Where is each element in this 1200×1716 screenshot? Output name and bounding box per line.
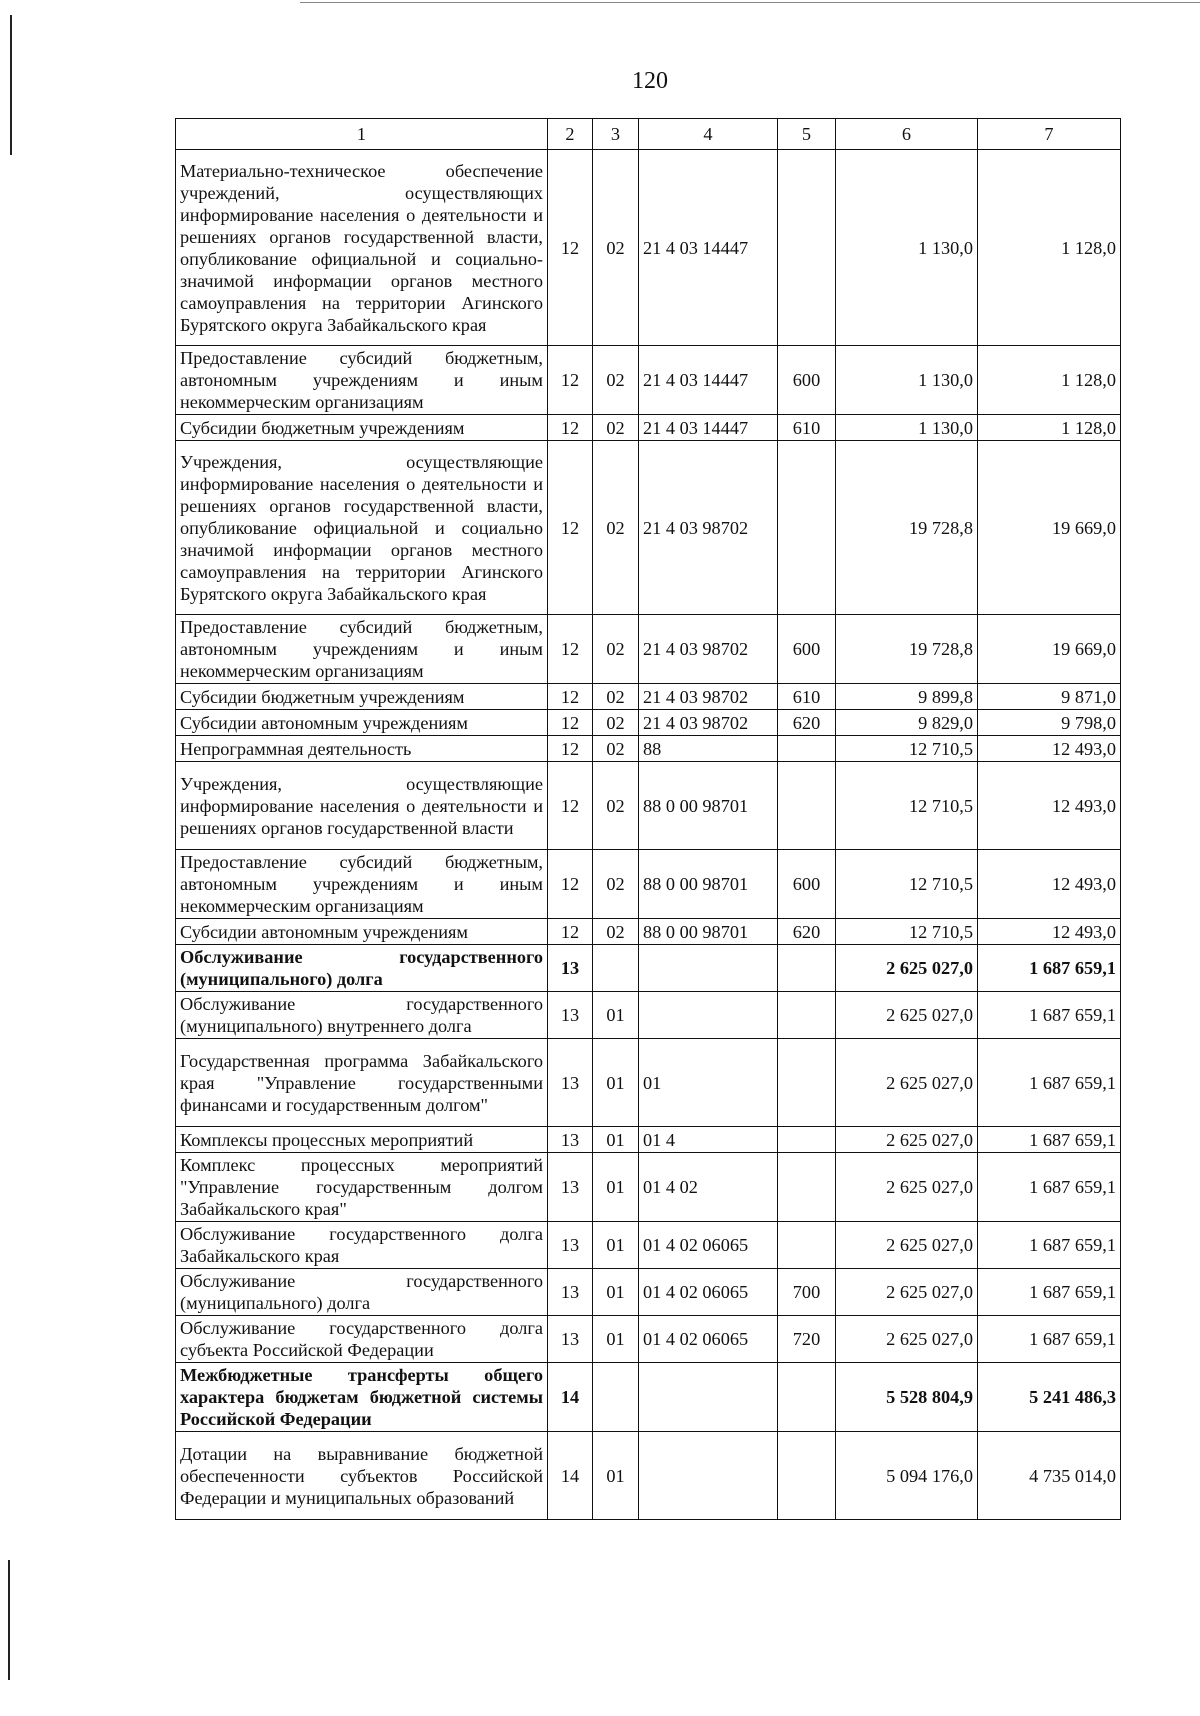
- amount-year-1: 12 710,5: [836, 762, 978, 850]
- table-row: [176, 1363, 1121, 1432]
- row-description: Межбюджетные трансферты общего характера бюджетам бюджетной системы Российской Федерации: [176, 1363, 548, 1432]
- amount-year-2: 1 687 659,1: [978, 1153, 1121, 1222]
- table-row: [176, 615, 1121, 684]
- row-description: Субсидии автономным учреждениям: [176, 919, 548, 945]
- amount-year-2: 1 687 659,1: [978, 1222, 1121, 1269]
- amount-year-2: 12 493,0: [978, 919, 1121, 945]
- table-row: [176, 850, 1121, 919]
- subsection-code: 01: [593, 1316, 639, 1363]
- expense-type-code: [778, 1432, 836, 1520]
- amount-year-2: 9 798,0: [978, 710, 1121, 736]
- budget-table-container: [175, 118, 1120, 1520]
- row-description: Государственная программа Забайкальского края "Управление государственными финансами и государственным долгом": [176, 1039, 548, 1127]
- target-article-code: 01 4 02: [639, 1153, 778, 1222]
- amount-year-2: 19 669,0: [978, 615, 1121, 684]
- amount-year-1: 5 094 176,0: [836, 1432, 978, 1520]
- column-header: 5: [778, 119, 836, 150]
- target-article-code: [639, 1432, 778, 1520]
- section-code: 13: [548, 992, 593, 1039]
- target-article-code: 88 0 00 98701: [639, 850, 778, 919]
- row-description: Непрограммная деятельность: [176, 736, 548, 762]
- table-row: [176, 736, 1121, 762]
- section-code: 13: [548, 1153, 593, 1222]
- subsection-code: [593, 1363, 639, 1432]
- section-code: 12: [548, 919, 593, 945]
- column-header: 7: [978, 119, 1121, 150]
- column-header: 2: [548, 119, 593, 150]
- section-code: 12: [548, 346, 593, 415]
- amount-year-1: 2 625 027,0: [836, 1269, 978, 1316]
- section-code: 13: [548, 1222, 593, 1269]
- section-code: 12: [548, 736, 593, 762]
- row-description: Комплексы процессных мероприятий: [176, 1127, 548, 1153]
- expense-type-code: [778, 1127, 836, 1153]
- table-row: [176, 684, 1121, 710]
- table-row: [176, 945, 1121, 992]
- row-description: Учреждения, осуществляющие информирование населения о деятельности и решениях органов государственной власти: [176, 762, 548, 850]
- amount-year-1: 2 625 027,0: [836, 1222, 978, 1269]
- row-description: Комплекс процессных мероприятий "Управление государственным долгом Забайкальского края": [176, 1153, 548, 1222]
- table-row: [176, 441, 1121, 615]
- section-code: 13: [548, 945, 593, 992]
- amount-year-2: 19 669,0: [978, 441, 1121, 615]
- target-article-code: 21 4 03 98702: [639, 615, 778, 684]
- amount-year-2: 1 128,0: [978, 150, 1121, 346]
- amount-year-1: 12 710,5: [836, 850, 978, 919]
- row-description: Субсидии автономным учреждениям: [176, 710, 548, 736]
- subsection-code: 01: [593, 1269, 639, 1316]
- target-article-code: 01 4 02 06065: [639, 1269, 778, 1316]
- column-header: 3: [593, 119, 639, 150]
- amount-year-2: 1 687 659,1: [978, 1039, 1121, 1127]
- table-row: [176, 762, 1121, 850]
- amount-year-1: 19 728,8: [836, 441, 978, 615]
- row-description: Предоставление субсидий бюджетным, автономным учреждениям и иным некоммерческим организациям: [176, 850, 548, 919]
- subsection-code: 02: [593, 346, 639, 415]
- expense-type-code: [778, 1153, 836, 1222]
- target-article-code: 21 4 03 98702: [639, 684, 778, 710]
- subsection-code: 02: [593, 919, 639, 945]
- amount-year-1: 9 899,8: [836, 684, 978, 710]
- expense-type-code: 620: [778, 710, 836, 736]
- page-number: 120: [632, 68, 668, 94]
- expense-type-code: [778, 441, 836, 615]
- table-row: [176, 150, 1121, 346]
- target-article-code: [639, 992, 778, 1039]
- section-code: 12: [548, 150, 593, 346]
- target-article-code: 01 4 02 06065: [639, 1222, 778, 1269]
- target-article-code: [639, 1363, 778, 1432]
- amount-year-1: 19 728,8: [836, 615, 978, 684]
- expense-type-code: 600: [778, 850, 836, 919]
- subsection-code: 01: [593, 1432, 639, 1520]
- section-code: 13: [548, 1316, 593, 1363]
- amount-year-2: 9 871,0: [978, 684, 1121, 710]
- row-description: Дотации на выравнивание бюджетной обеспеченности субъектов Российской Федерации и муниципальных образований: [176, 1432, 548, 1520]
- amount-year-2: 1 687 659,1: [978, 945, 1121, 992]
- amount-year-2: 1 687 659,1: [978, 1269, 1121, 1316]
- amount-year-2: 4 735 014,0: [978, 1432, 1121, 1520]
- amount-year-1: 12 710,5: [836, 736, 978, 762]
- table-row: [176, 710, 1121, 736]
- table-header-row: [176, 119, 1121, 150]
- section-code: 14: [548, 1363, 593, 1432]
- subsection-code: 01: [593, 1153, 639, 1222]
- amount-year-1: 2 625 027,0: [836, 1127, 978, 1153]
- column-header: 4: [639, 119, 778, 150]
- section-code: 13: [548, 1269, 593, 1316]
- expense-type-code: [778, 992, 836, 1039]
- section-code: 12: [548, 615, 593, 684]
- target-article-code: 21 4 03 14447: [639, 150, 778, 346]
- section-code: 12: [548, 710, 593, 736]
- expense-type-code: [778, 150, 836, 346]
- row-description: Обслуживание государственного (муниципального) долга: [176, 1269, 548, 1316]
- amount-year-1: 2 625 027,0: [836, 992, 978, 1039]
- row-description: Предоставление субсидий бюджетным, автономным учреждениям и иным некоммерческим организациям: [176, 346, 548, 415]
- target-article-code: 21 4 03 14447: [639, 415, 778, 441]
- column-header: 1: [176, 119, 548, 150]
- section-code: 13: [548, 1039, 593, 1127]
- amount-year-2: 1 687 659,1: [978, 992, 1121, 1039]
- table-row: [176, 1153, 1121, 1222]
- expense-type-code: 720: [778, 1316, 836, 1363]
- scan-edge-line: [300, 2, 1200, 3]
- amount-year-1: 5 528 804,9: [836, 1363, 978, 1432]
- subsection-code: 02: [593, 441, 639, 615]
- table-row: [176, 346, 1121, 415]
- column-header: 6: [836, 119, 978, 150]
- amount-year-2: 12 493,0: [978, 762, 1121, 850]
- target-article-code: 21 4 03 14447: [639, 346, 778, 415]
- expense-type-code: 600: [778, 346, 836, 415]
- amount-year-2: 1 687 659,1: [978, 1316, 1121, 1363]
- subsection-code: 01: [593, 1127, 639, 1153]
- expense-type-code: [778, 736, 836, 762]
- expense-type-code: 620: [778, 919, 836, 945]
- amount-year-1: 9 829,0: [836, 710, 978, 736]
- table-row: [176, 1432, 1121, 1520]
- target-article-code: 21 4 03 98702: [639, 441, 778, 615]
- row-description: Обслуживание государственного долга субъекта Российской Федерации: [176, 1316, 548, 1363]
- subsection-code: 02: [593, 615, 639, 684]
- target-article-code: [639, 945, 778, 992]
- section-code: 14: [548, 1432, 593, 1520]
- amount-year-1: 2 625 027,0: [836, 1039, 978, 1127]
- expense-type-code: 610: [778, 415, 836, 441]
- section-code: 12: [548, 415, 593, 441]
- table-row: [176, 1222, 1121, 1269]
- expense-type-code: 700: [778, 1269, 836, 1316]
- amount-year-1: 1 130,0: [836, 346, 978, 415]
- subsection-code: 02: [593, 415, 639, 441]
- scan-edge-mark: [8, 1560, 10, 1680]
- section-code: 12: [548, 762, 593, 850]
- amount-year-1: 2 625 027,0: [836, 1316, 978, 1363]
- subsection-code: 02: [593, 850, 639, 919]
- subsection-code: 01: [593, 1222, 639, 1269]
- subsection-code: 02: [593, 710, 639, 736]
- expense-type-code: [778, 1039, 836, 1127]
- row-description: Субсидии бюджетным учреждениям: [176, 684, 548, 710]
- amount-year-1: 1 130,0: [836, 150, 978, 346]
- amount-year-1: 2 625 027,0: [836, 1153, 978, 1222]
- amount-year-2: 1 128,0: [978, 346, 1121, 415]
- row-description: Обслуживание государственного (муниципального) долга: [176, 945, 548, 992]
- expense-type-code: 600: [778, 615, 836, 684]
- subsection-code: [593, 945, 639, 992]
- table-row: [176, 1316, 1121, 1363]
- section-code: 12: [548, 684, 593, 710]
- expense-type-code: [778, 762, 836, 850]
- amount-year-1: 1 130,0: [836, 415, 978, 441]
- amount-year-2: 12 493,0: [978, 850, 1121, 919]
- amount-year-2: 1 128,0: [978, 415, 1121, 441]
- row-description: Обслуживание государственного долга Забайкальского края: [176, 1222, 548, 1269]
- row-description: Предоставление субсидий бюджетным, автономным учреждениям и иным некоммерческим организациям: [176, 615, 548, 684]
- expense-type-code: 610: [778, 684, 836, 710]
- target-article-code: 88: [639, 736, 778, 762]
- table-row: [176, 1039, 1121, 1127]
- subsection-code: 02: [593, 762, 639, 850]
- amount-year-1: 2 625 027,0: [836, 945, 978, 992]
- subsection-code: 01: [593, 992, 639, 1039]
- amount-year-2: 12 493,0: [978, 736, 1121, 762]
- expense-type-code: [778, 1363, 836, 1432]
- section-code: 12: [548, 850, 593, 919]
- amount-year-2: 5 241 486,3: [978, 1363, 1121, 1432]
- section-code: 12: [548, 441, 593, 615]
- row-description: Материально-техническое обеспечение учреждений, осуществляющих информирование населения о деятельности и решениях органов государственной власти, опубликование официальной и социально-значимой информации органов местного самоуправления на территории Агинского Бурятского округа Забайкальского края: [176, 150, 548, 346]
- amount-year-1: 12 710,5: [836, 919, 978, 945]
- target-article-code: 21 4 03 98702: [639, 710, 778, 736]
- expense-type-code: [778, 1222, 836, 1269]
- table-row: [176, 1269, 1121, 1316]
- section-code: 13: [548, 1127, 593, 1153]
- target-article-code: 88 0 00 98701: [639, 919, 778, 945]
- row-description: Субсидии бюджетным учреждениям: [176, 415, 548, 441]
- table-row: [176, 919, 1121, 945]
- expense-type-code: [778, 945, 836, 992]
- subsection-code: 02: [593, 684, 639, 710]
- target-article-code: 01: [639, 1039, 778, 1127]
- table-row: [176, 415, 1121, 441]
- row-description: Учреждения, осуществляющие информирование населения о деятельности и решениях органов государственной власти, опубликование официальной и социально значимой информации органов местного самоуправления на территории Агинского Бурятского округа Забайкальского края: [176, 441, 548, 615]
- target-article-code: 01 4 02 06065: [639, 1316, 778, 1363]
- subsection-code: 01: [593, 1039, 639, 1127]
- budget-table: [175, 118, 1121, 1520]
- table-row: [176, 992, 1121, 1039]
- amount-year-2: 1 687 659,1: [978, 1127, 1121, 1153]
- target-article-code: 01 4: [639, 1127, 778, 1153]
- row-description: Обслуживание государственного (муниципального) внутреннего долга: [176, 992, 548, 1039]
- table-row: [176, 1127, 1121, 1153]
- subsection-code: 02: [593, 736, 639, 762]
- target-article-code: 88 0 00 98701: [639, 762, 778, 850]
- subsection-code: 02: [593, 150, 639, 346]
